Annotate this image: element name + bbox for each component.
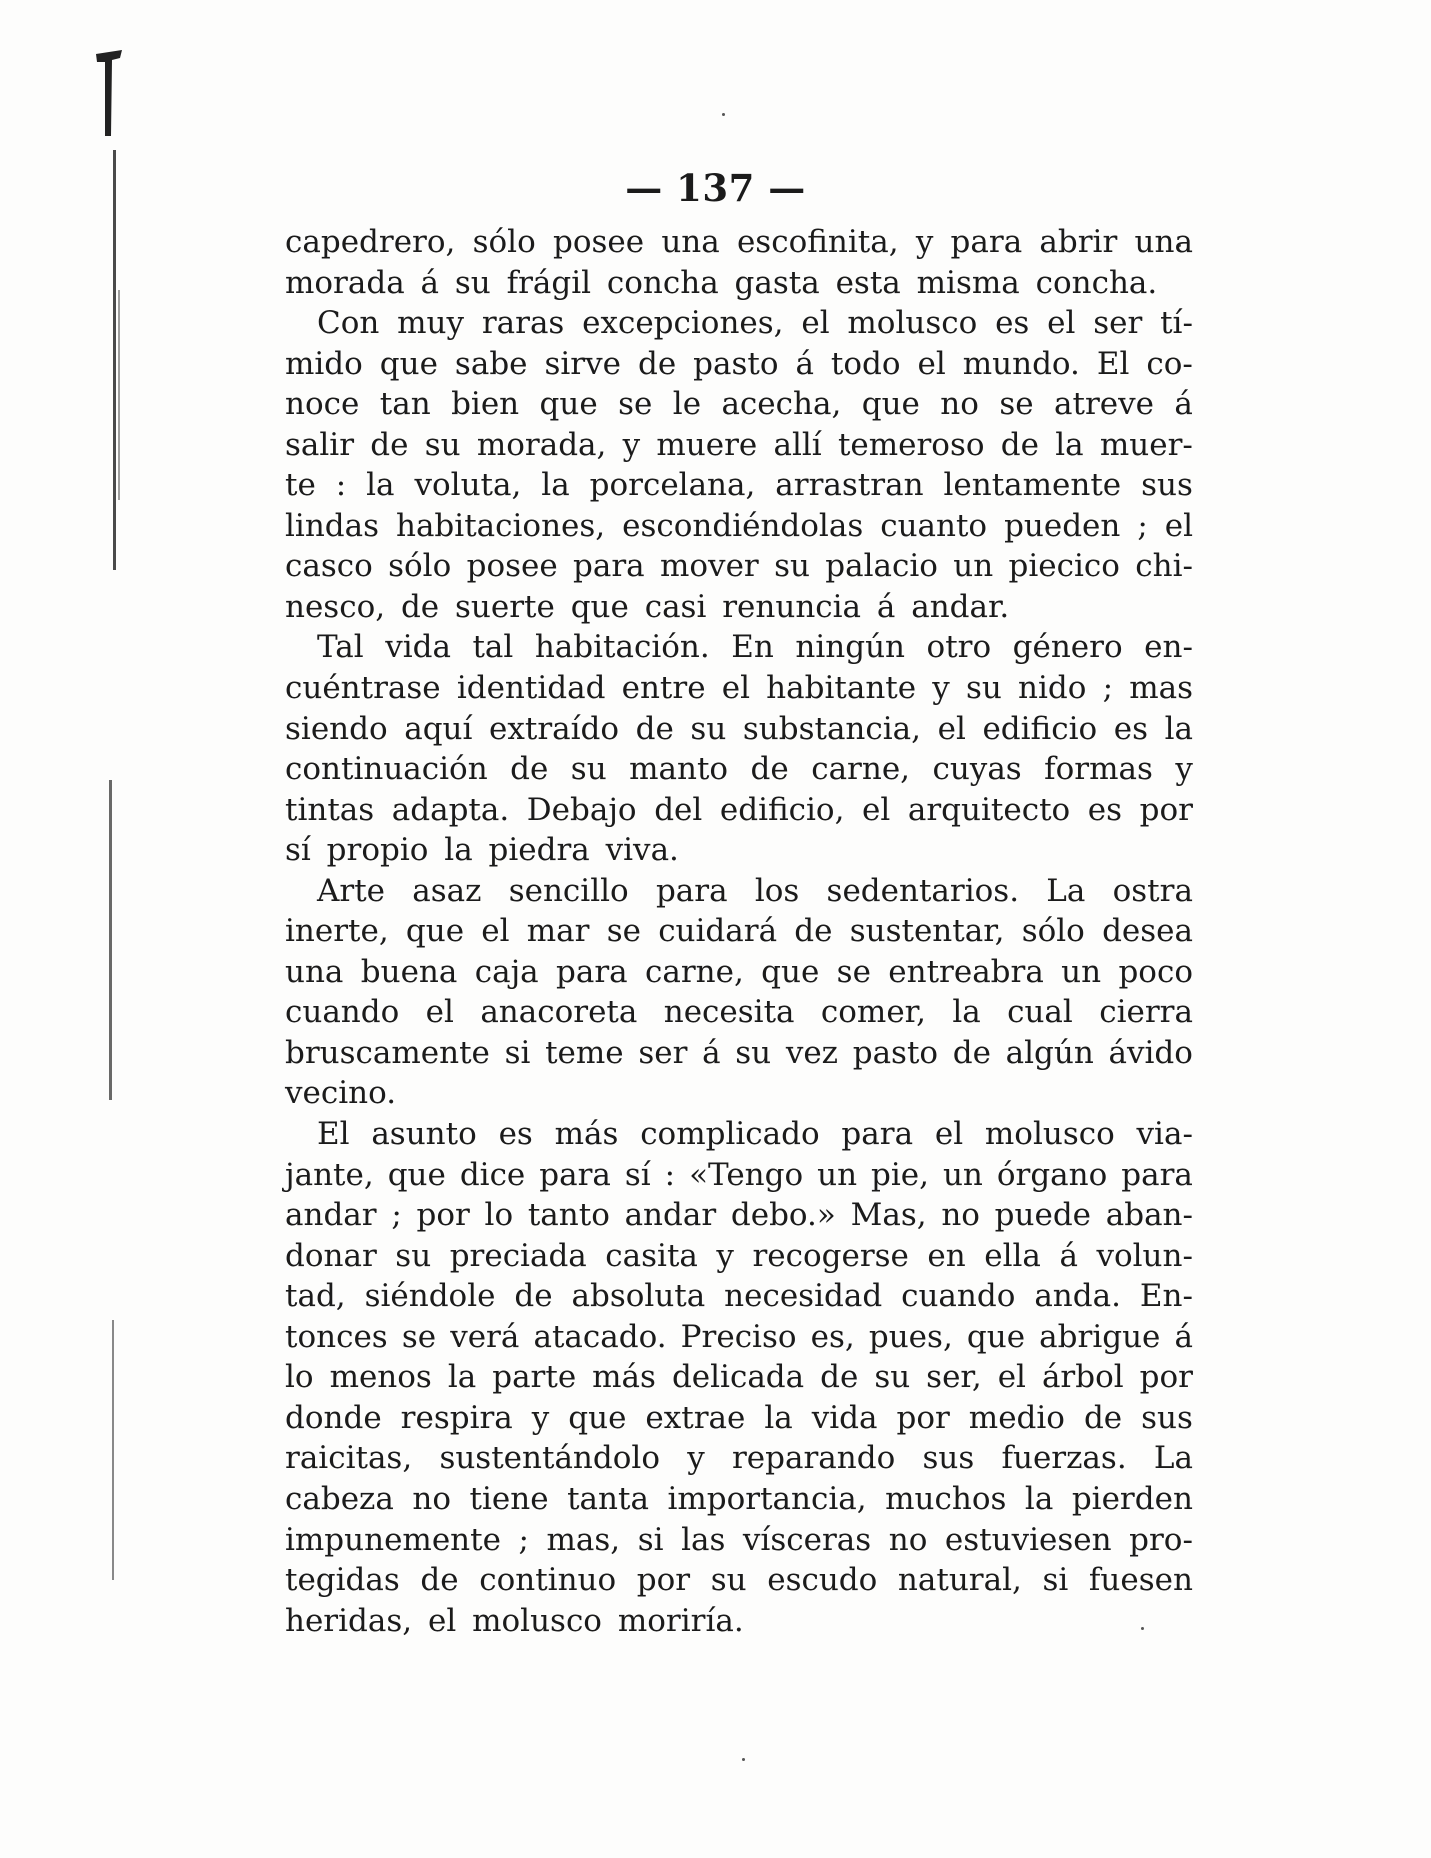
text-line: tegidas de continuo por su escudo natural, si fuesen xyxy=(285,1562,1193,1599)
text-line: capedrero, sólo posee una escofinita, y para abrir una xyxy=(285,224,1193,260)
text-line: nesco, de suerte que casi renuncia á andar. xyxy=(285,588,1010,625)
text-line: noce tan bien que se le acecha, que no se atreve á xyxy=(285,386,1193,423)
binding-edge-line xyxy=(112,1320,114,1580)
binding-edge-line xyxy=(109,780,112,1100)
text-line: donde respira y que extrae la vida por medio de sus xyxy=(285,1399,1193,1436)
text-line: morada á su frágil concha gasta esta misma concha. xyxy=(285,264,1158,301)
text-line: Tal vida tal habitación. En ningún otro género en- xyxy=(317,629,1193,666)
text-line: una buena caja para carne, que se entreabra un poco xyxy=(285,953,1193,990)
text-line: te : la voluta, la porcelana, arrastran lentamente sus xyxy=(285,467,1193,504)
text-line: salir de su morada, y muere allí temeroso de la muer- xyxy=(285,426,1193,463)
text-line: lindas habitaciones, escondiéndolas cuanto pueden ; el xyxy=(285,507,1193,544)
text-line: donar su preciada casita y recogerse en ella á volun- xyxy=(285,1237,1193,1274)
text-line: tad, siéndole de absoluta necesidad cuando anda. En- xyxy=(285,1278,1193,1315)
binding-edge-line xyxy=(118,290,120,500)
text-line: mido que sabe sirve de pasto á todo el mundo. El co- xyxy=(285,345,1193,382)
text-line: vecino. xyxy=(285,1075,397,1112)
text-line: tintas adapta. Debajo del edificio, el arquitecto es por xyxy=(285,791,1193,828)
body-text xyxy=(285,222,1193,1641)
text-line: cabeza no tiene tanta importancia, muchos la pierden xyxy=(285,1480,1193,1517)
text-line: lo menos la parte más delicada de su ser, el árbol por xyxy=(285,1359,1193,1396)
text-line: impunemente ; mas, si las vísceras no estuviesen pro- xyxy=(285,1521,1193,1558)
text-line: Con muy raras excepciones, el molusco es el ser tí- xyxy=(317,305,1193,342)
text-line: heridas, el molusco moriría. xyxy=(285,1602,744,1639)
text-line: Arte asaz sencillo para los sedentarios. La ostra xyxy=(317,872,1193,909)
text-line: tonces se verá atacado. Preciso es, pues, que abrigue á xyxy=(285,1318,1193,1355)
paper-speck xyxy=(722,113,725,116)
text-line: jante, que dice para sí : «Tengo un pie, un órgano para xyxy=(285,1156,1193,1193)
text-line: continuación de su manto de carne, cuyas formas y xyxy=(285,751,1193,788)
text-line: siendo aquí extraído de su substancia, el edificio es la xyxy=(285,710,1193,747)
text-line: El asunto es más complicado para el molusco via- xyxy=(317,1116,1193,1153)
text-line: bruscamente si teme ser á su vez pasto de algún ávido xyxy=(285,1034,1193,1071)
text-line: casco sólo posee para mover su palacio un piecico chi- xyxy=(285,548,1193,585)
text-line: cuando el anacoreta necesita comer, la cual cierra xyxy=(285,994,1193,1031)
binding-edge-line xyxy=(113,150,116,570)
text-line: andar ; por lo tanto andar debo.» Mas, no puede aban- xyxy=(285,1197,1193,1234)
binding-clip-mark xyxy=(96,50,122,136)
text-line: sí propio la piedra viva. xyxy=(285,832,679,869)
text-line: raicitas, sustentándolo y reparando sus fuerzas. La xyxy=(285,1440,1193,1477)
paper-speck xyxy=(742,1758,745,1761)
text-line: cuéntrase identidad entre el habitante y su nido ; mas xyxy=(285,670,1193,707)
page-number: — 137 — xyxy=(625,166,806,210)
text-line: inerte, que el mar se cuidará de sustentar, sólo desea xyxy=(285,913,1193,950)
